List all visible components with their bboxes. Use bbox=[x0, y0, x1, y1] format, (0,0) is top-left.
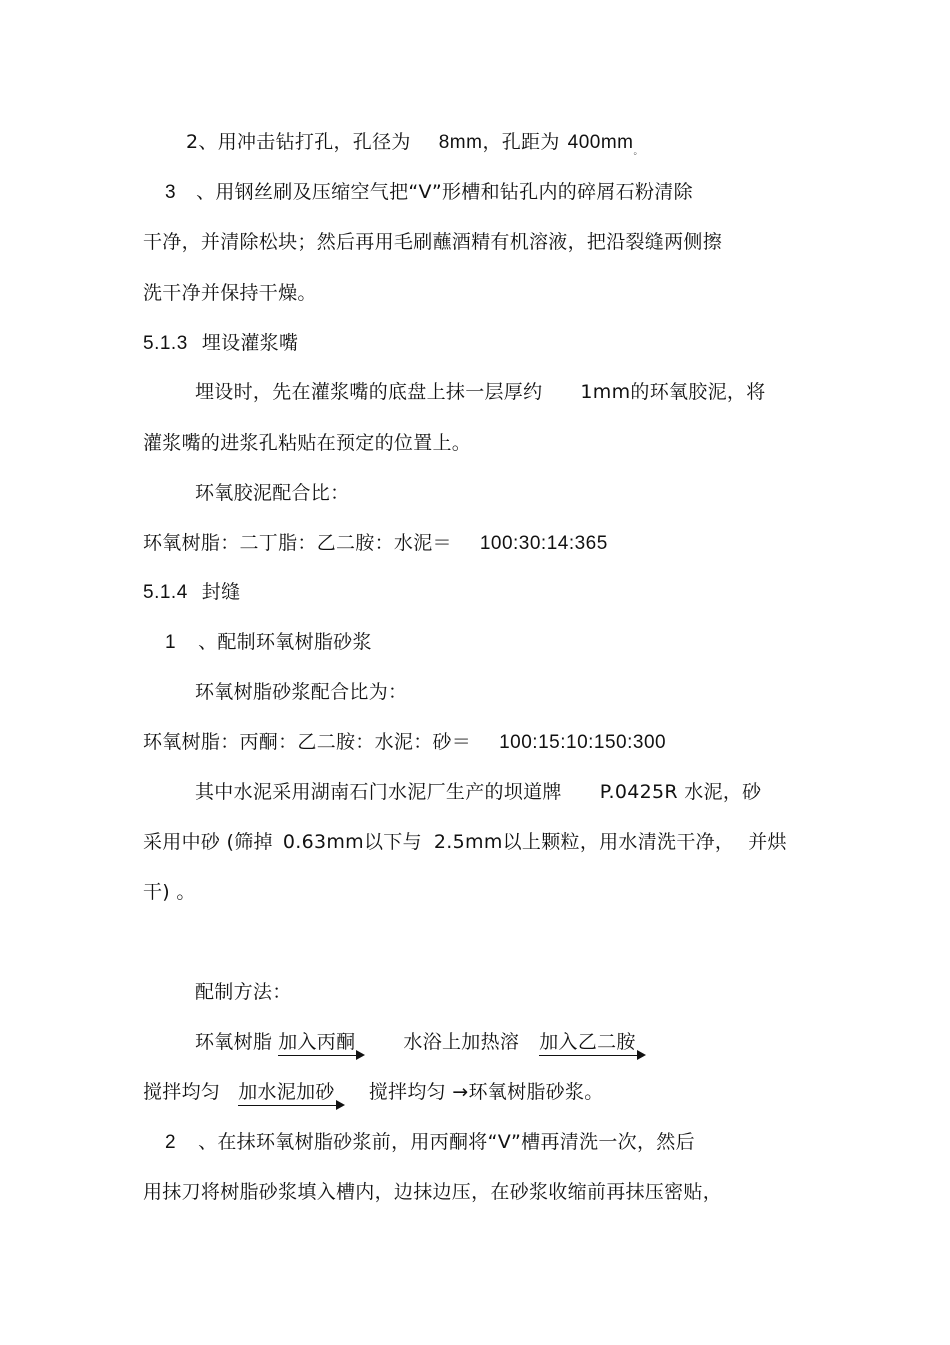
text: 2、用冲击钻打孔，孔径为 bbox=[186, 131, 411, 153]
text: P.0425R 水泥，砂 bbox=[599, 781, 762, 803]
paragraph-line: 灌浆嘴的进浆孔粘贴在预定的位置上。 bbox=[143, 432, 472, 454]
paragraph-line: 洗干净并保持干燥。 bbox=[143, 282, 317, 304]
text: 、用钢丝刷及压缩空气把“V”形槽和钻孔内的碎屑石粉清除 bbox=[196, 181, 693, 203]
flow-arrow bbox=[278, 1030, 355, 1054]
paragraph-line: 环氧树脂砂浆配合比为： bbox=[195, 681, 408, 703]
paragraph-line: 环氧胶泥配合比： bbox=[195, 482, 350, 504]
section-title: 埋设灌浆嘴 bbox=[201, 332, 299, 354]
text: 1mm的环氧胶泥，将 bbox=[580, 381, 766, 403]
text: 、在抹环氧树脂砂浆前，用丙酮将“V”槽再清洗一次，然后 bbox=[198, 1131, 695, 1153]
step-2-line bbox=[165, 1130, 695, 1155]
section-heading-5-1-3 bbox=[143, 331, 298, 356]
paragraph-line: 干净，并清除松块；然后再用毛刷蘸酒精有机溶液，把沿裂缝两侧擦 bbox=[143, 231, 723, 253]
text: 水浴上加热溶 bbox=[403, 1031, 520, 1053]
flow-arrow bbox=[539, 1030, 636, 1054]
mortar-ratio bbox=[143, 730, 666, 755]
step-number: 1 bbox=[165, 632, 177, 653]
flow-arrow bbox=[238, 1080, 335, 1104]
section-number: 5.1.4 bbox=[143, 582, 188, 603]
paragraph-line bbox=[195, 780, 761, 804]
arrow-label: 加入乙二胺 bbox=[539, 1031, 636, 1053]
paragraph-line: 用抹刀将树脂砂浆填入槽内，边抹边压，在砂浆收缩前再抹压密贴， bbox=[143, 1181, 723, 1203]
step-1-line bbox=[165, 630, 372, 655]
text: 埋设时，先在灌浆嘴的底盘上抹一层厚约 bbox=[195, 381, 543, 403]
step-number: 3 bbox=[165, 182, 177, 203]
epoxy-mortar-ratio bbox=[143, 531, 608, 556]
text: 2.5mm以上颗粒，用水清洗干净， bbox=[433, 831, 735, 853]
section-number: 5.1.3 bbox=[143, 333, 188, 354]
preparation-flow-line-2 bbox=[143, 1080, 604, 1104]
text: 其中水泥采用湖南石门水泥厂生产的坝道牌 bbox=[195, 781, 562, 803]
paragraph-line: 配制方法： bbox=[195, 981, 292, 1003]
text: 采用中砂 (筛掉 bbox=[143, 831, 273, 853]
section-title: 封缝 bbox=[201, 581, 241, 603]
step-3-line bbox=[165, 180, 693, 205]
ratio-label: 环氧树脂：丙酮：乙二胺：水泥：砂＝ bbox=[143, 731, 472, 753]
section-heading-5-1-4 bbox=[143, 580, 240, 605]
text: 并烘 bbox=[748, 831, 787, 853]
paragraph-line bbox=[143, 830, 787, 854]
paragraph-line: 干) 。 bbox=[143, 881, 196, 903]
period: 。 bbox=[633, 147, 643, 157]
text: 搅拌均匀 →环氧树脂砂浆。 bbox=[368, 1081, 604, 1103]
ratio-label: 环氧树脂：二丁脂：乙二胺：水泥＝ bbox=[143, 532, 452, 554]
ratio-value: 100:15:10:150:300 bbox=[499, 732, 667, 753]
arrow-label: 加水泥加砂 bbox=[238, 1081, 335, 1103]
paragraph-line bbox=[195, 380, 766, 404]
text: ，孔距为 bbox=[482, 131, 560, 153]
text: 环氧树脂 bbox=[195, 1031, 273, 1053]
ratio-value: 100:30:14:365 bbox=[479, 533, 608, 554]
text: 0.63mm以下与 bbox=[282, 831, 422, 853]
arrow-label: 加入丙酮 bbox=[278, 1031, 356, 1053]
step-2-drill-line bbox=[186, 130, 643, 158]
hole-diameter: 8mm bbox=[438, 132, 483, 153]
text: 、配制环氧树脂砂浆 bbox=[198, 631, 372, 653]
preparation-flow-line-1 bbox=[195, 1030, 636, 1054]
step-number: 2 bbox=[165, 1132, 177, 1153]
hole-spacing: 400mm bbox=[567, 132, 634, 153]
text: 搅拌均匀 bbox=[143, 1081, 221, 1103]
